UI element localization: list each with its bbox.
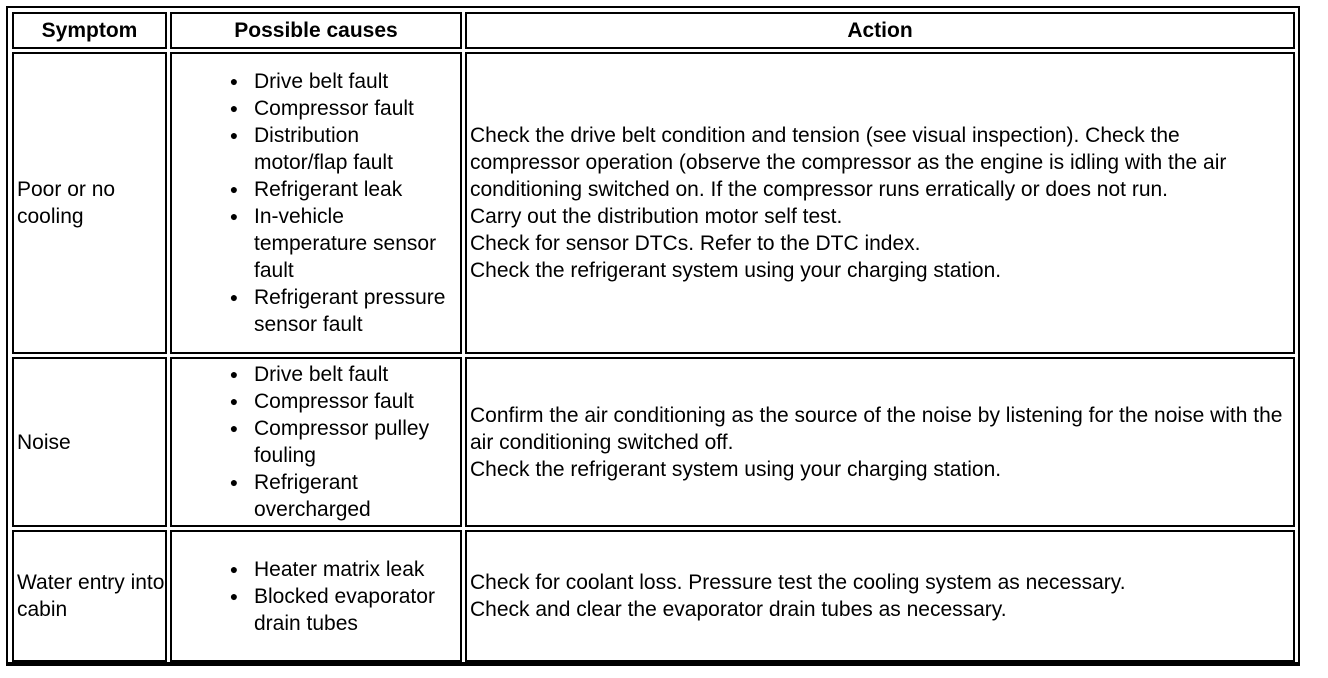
- bullet-icon: ●: [229, 366, 239, 382]
- list-item: ● Compressor fault: [172, 388, 460, 415]
- row-3-symptom-cell: [12, 530, 167, 662]
- row-2-actions: [470, 402, 1289, 483]
- action-line: Check the refrigerant system using your charging station.: [470, 457, 1002, 481]
- action-line: Confirm the air conditioning as the source of the noise by listening for the noise with the air conditioning switched off.: [470, 403, 1283, 454]
- bullet-icon: ●: [229, 587, 239, 604]
- bullet-icon: ●: [229, 181, 239, 197]
- row-3-action-cell: [465, 530, 1295, 662]
- bullet-icon: ●: [229, 393, 239, 409]
- list-item: ● Refrigerant overcharged: [172, 469, 460, 523]
- header-causes-label: Possible causes: [234, 19, 398, 42]
- header-causes: [170, 12, 462, 49]
- list-item: ● Blocked evaporator drain tubes: [172, 583, 460, 637]
- row-3-causes-cell: [170, 530, 462, 662]
- row-3-causes-list: [172, 556, 460, 637]
- action-line: Check for sensor DTCs. Refer to the DTC index.: [470, 232, 921, 255]
- list-item: ● Refrigerant leak: [172, 176, 460, 203]
- list-item: ● Compressor pulley fouling: [172, 415, 460, 469]
- bullet-icon: ●: [229, 127, 239, 143]
- header-symptom-label: Symptom: [41, 19, 138, 42]
- list-item: ● In-vehicle temperature sensor fault: [172, 203, 460, 284]
- bullet-icon: ●: [229, 100, 239, 116]
- row-1-actions: [470, 122, 1289, 284]
- list-item: ● Distribution motor/flap fault: [172, 122, 460, 176]
- row-1-causes-cell: [170, 52, 462, 354]
- bullet-icon: ●: [229, 73, 239, 89]
- row-2-symptom-cell: [12, 357, 167, 527]
- row-2-causes-list: [172, 361, 460, 523]
- row-2-causes-cell: [170, 357, 462, 527]
- row-1-causes-list: [172, 68, 460, 338]
- row-3-symptom: Water entry into cabin: [17, 571, 165, 621]
- action-line: Check for coolant loss. Pressure test the cooling system as necessary.: [470, 571, 1126, 594]
- list-item: ● Compressor fault: [172, 95, 460, 122]
- bullet-icon: ●: [229, 420, 239, 436]
- bullet-icon: ●: [229, 289, 239, 305]
- bullet-icon: ●: [229, 208, 239, 224]
- row-1-symptom: Poor or no cooling: [17, 178, 116, 228]
- header-symptom: [12, 12, 167, 49]
- action-line: Check the refrigerant system using your charging station.: [470, 259, 1002, 282]
- list-item: ● Drive belt fault: [172, 68, 460, 95]
- bullet-icon: ●: [229, 560, 239, 577]
- row-2-symptom: Noise: [17, 430, 71, 454]
- row-2-action-cell: [465, 357, 1295, 527]
- header-action: [465, 12, 1295, 49]
- row-1-symptom-cell: [12, 52, 167, 354]
- list-item: ● Drive belt fault: [172, 361, 460, 388]
- header-action-label: Action: [847, 19, 913, 42]
- action-line: Carry out the distribution motor self test.: [470, 205, 843, 228]
- action-line: Check and clear the evaporator drain tubes as necessary.: [470, 598, 1007, 621]
- bullet-icon: ●: [229, 474, 239, 490]
- list-item: ● Refrigerant pressure sensor fault: [172, 284, 460, 338]
- action-line: Check the drive belt condition and tension (see visual inspection). Check the compressor operation (observe the compressor as the engine is idling with the air conditioning switched on. If the compressor runs erratically or does not run.: [470, 124, 1227, 201]
- row-1-action-cell: [465, 52, 1295, 354]
- list-item: ● Heater matrix leak: [172, 556, 460, 583]
- row-3-actions: [470, 569, 1126, 623]
